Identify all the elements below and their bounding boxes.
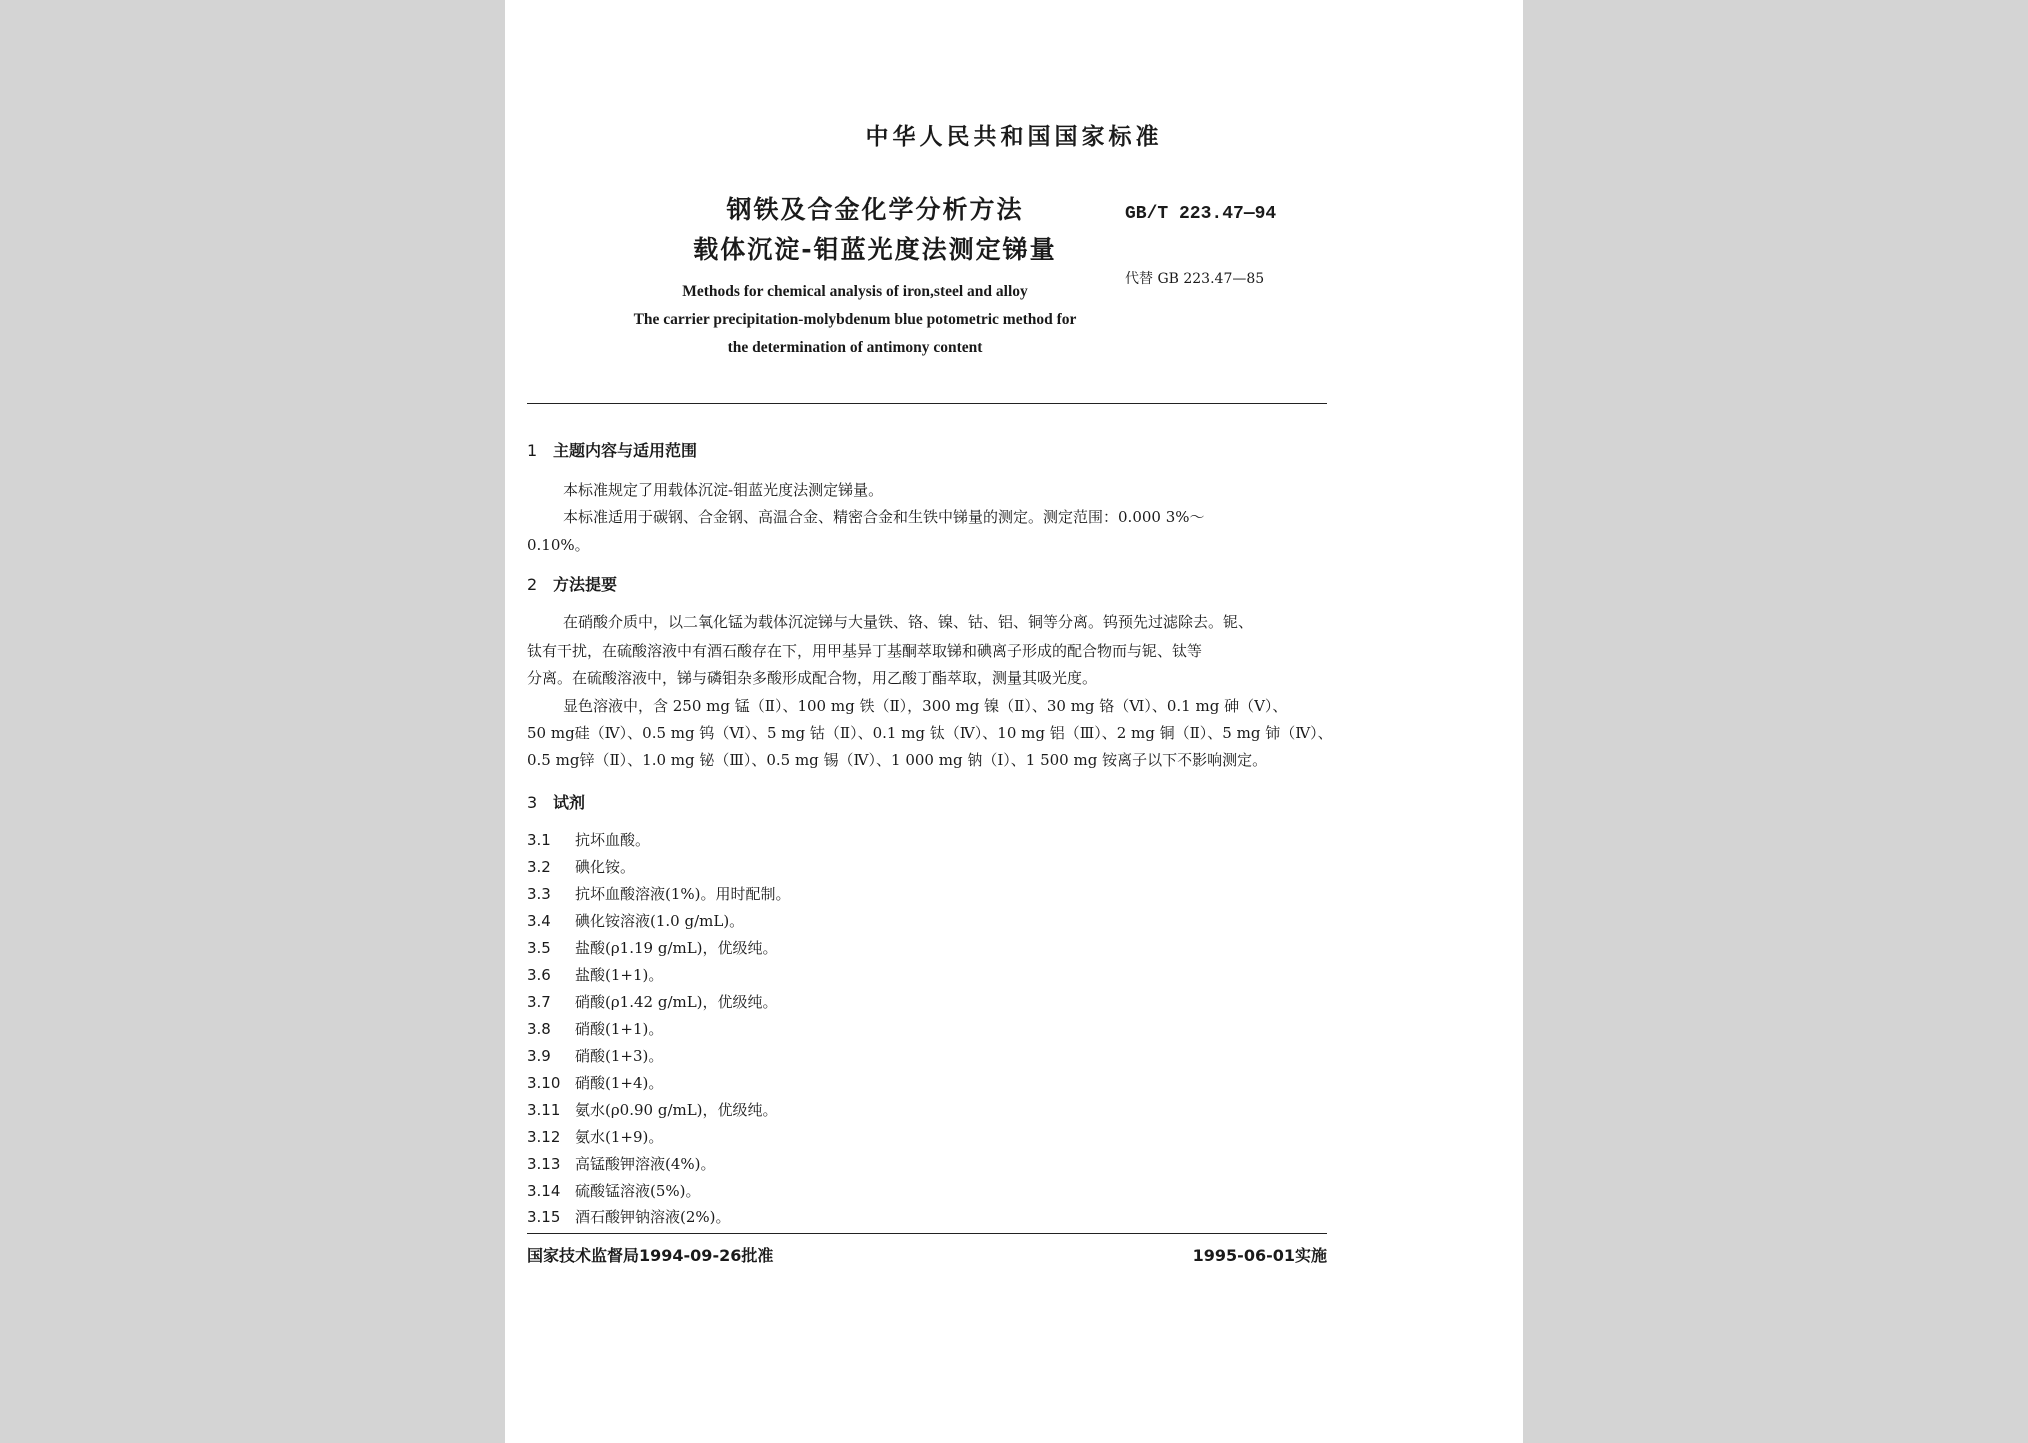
section-2-heading: [527, 572, 617, 595]
document-page: [505, 0, 1523, 1443]
section-2-paragraph-1-line-3: 分离。在硫酸溶液中，锑与磷钼杂多酸形成配合物，用乙酸丁酯萃取，测量其吸光度。: [527, 669, 1098, 687]
reagent-item: 3.12 氨水(1+9)。: [527, 1128, 664, 1146]
section-2-paragraph-2-line-3: 0.5 mg锌（Ⅱ）、1.0 mg 铋（Ⅲ）、0.5 mg 锡（Ⅳ）、1 000 mg 钠（Ⅰ）、1 500 mg 铵离子以下不影响测定。: [527, 751, 1268, 769]
section-number: 3: [527, 793, 538, 812]
approval-note: 国家技术监督局1994-09-26批准: [527, 1246, 774, 1265]
section-number: 2: [527, 575, 538, 594]
reagent-item: 3.4 碘化铵溶液(1.0 g/mL)。: [527, 912, 745, 930]
section-1-heading: [527, 438, 697, 461]
section-title: 方法提要: [553, 575, 618, 594]
reagent-item: 3.10 硝酸(1+4)。: [527, 1074, 664, 1092]
top-divider: [527, 403, 1327, 404]
reagent-item: 3.3 抗坏血酸溶液(1%)。用时配制。: [527, 885, 791, 903]
reagent-item: 3.11 氨水(ρ0.90 g/mL)，优级纯。: [527, 1101, 778, 1119]
english-title-line-3: the determination of antimony content: [727, 339, 983, 356]
reagent-item: 3.2 碘化铵。: [527, 858, 636, 876]
section-1-paragraph-2-line-2: 0.10%。: [527, 536, 590, 554]
section-1-paragraph-1: 本标准规定了用载体沉淀-钼蓝光度法测定锑量。: [563, 481, 884, 499]
reagent-item: 3.15 酒石酸钾钠溶液(2%)。: [527, 1208, 731, 1226]
section-2-paragraph-1-line-2: 钛有干扰，在硫酸溶液中有酒石酸存在下，用甲基异丁基酮萃取锑和碘离子形成的配合物而与铌、钛等: [527, 642, 1203, 660]
section-3-heading: [527, 790, 585, 813]
reagent-item: 3.9 硝酸(1+3)。: [527, 1047, 664, 1065]
title-line-2: 载体沉淀-钼蓝光度法测定锑量: [693, 235, 1057, 264]
bottom-divider: [527, 1233, 1327, 1234]
reagent-item: 3.14 硫酸锰溶液(5%)。: [527, 1182, 701, 1200]
country-standard-heading: 中华人民共和国国家标准: [865, 124, 1163, 150]
section-title: 试剂: [553, 793, 586, 812]
section-number: 1: [527, 441, 538, 460]
reagent-item: 3.6 盐酸(1+1)。: [527, 966, 664, 984]
section-2-paragraph-1-line-1: 在硝酸介质中，以二氧化锰为载体沉淀锑与大量铁、铬、镍、钴、铝、铜等分离。钨预先过滤除去。铌、: [563, 613, 1254, 631]
title-line-1: 钢铁及合金化学分析方法: [726, 195, 1024, 224]
standard-code: GB/T 223.47—94: [1125, 204, 1277, 224]
english-title-line-2: The carrier precipitation-molybdenum blue potometric method for: [633, 311, 1077, 328]
effective-date-note: 1995-06-01实施: [1192, 1246, 1327, 1265]
reagent-item: 3.5 盐酸(ρ1.19 g/mL)，优级纯。: [527, 939, 778, 957]
section-2-paragraph-2-line-2: 50 mg硅（Ⅳ）、0.5 mg 钨（Ⅵ）、5 mg 钴（Ⅱ）、0.1 mg 钛（Ⅳ）、10 mg 铝（Ⅲ）、2 mg 铜（Ⅱ）、5 mg 铈（Ⅳ）、: [527, 724, 1333, 742]
section-title: 主题内容与适用范围: [553, 441, 698, 460]
reagent-item: 3.13 高锰酸钾溶液(4%)。: [527, 1155, 716, 1173]
english-title-line-1: Methods for chemical analysis of iron,steel and alloy: [682, 283, 1028, 300]
section-1-paragraph-2-line-1: 本标准适用于碳钢、合金钢、高温合金、精密合金和生铁中锑量的测定。测定范围：0.000 3%～: [563, 508, 1205, 526]
section-2-paragraph-2-line-1: 显色溶液中，含 250 mg 锰（Ⅱ）、100 mg 铁（Ⅱ），300 mg 镍（Ⅱ）、30 mg 铬（Ⅵ）、0.1 mg 砷（Ⅴ）、: [563, 697, 1288, 715]
reagent-item: 3.7 硝酸(ρ1.42 g/mL)，优级纯。: [527, 993, 778, 1011]
reagent-item: 3.8 硝酸(1+1)。: [527, 1020, 664, 1038]
reagent-item: 3.1 抗坏血酸。: [527, 831, 651, 849]
replaces-note: 代替 GB 223.47—85: [1125, 271, 1265, 287]
